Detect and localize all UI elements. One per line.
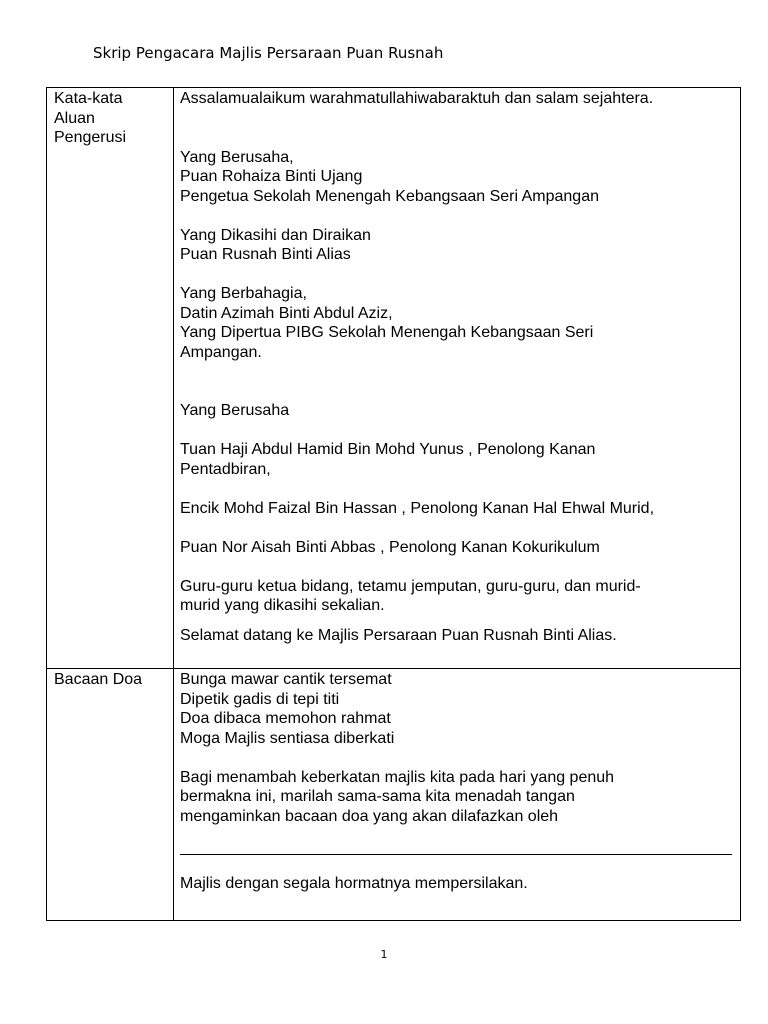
salutation-teachers: Guru-guru ketua bidang, tetamu jemputan, guru-guru, dan murid- murid yang dikasihi sekalian.: [180, 577, 641, 614]
row-label-cell: [47, 669, 174, 921]
row-label: Bacaan Doa: [54, 671, 143, 688]
salutation-pk-hem: Encik Mohd Faizal Bin Hassan , Penolong Kanan Hal Ehwal Murid,: [180, 499, 655, 517]
prayer-closing: Majlis dengan segala hormatnya mempersilakan.: [180, 875, 528, 892]
salutation-header: Yang Berusaha: [180, 402, 290, 419]
row-content-cell: [174, 88, 741, 669]
pantun-verse: Bunga mawar cantik tersemat Dipetik gadis di tepi titi Doa dibaca memohon rahmat Moga Majlis sentiasa diberkati: [180, 671, 395, 747]
script-table: [46, 87, 741, 921]
salutation-greeting: Assalamualaikum warahmatullahiwabaraktuh dan salam sejahtera.: [180, 90, 654, 107]
salutation-pibg: Yang Berbahagia, Datin Azimah Binti Abdul Aziz, Yang Dipertua PIBG Sekolah Menengah Kebangsaan Seri Ampangan.: [180, 285, 594, 361]
page-number: 1: [380, 948, 388, 961]
row-label: Kata-kata Aluan Pengerusi: [54, 90, 127, 146]
welcome-line: Selamat datang ke Majlis Persaraan Puan Rusnah Binti Alias.: [180, 626, 617, 644]
table-row-opening-speech: [47, 88, 741, 669]
table-row-prayer: [47, 669, 741, 921]
salutation-pk-admin: Tuan Haji Abdul Hamid Bin Mohd Yunus , Penolong Kanan Pentadbiran,: [180, 441, 596, 478]
document-title: Skrip Pengacara Majlis Persaraan Puan Rusnah: [93, 44, 444, 62]
row-label-cell: [47, 88, 174, 669]
prayer-invitation: Bagi menambah keberkatan majlis kita pada hari yang penuh bermakna ini, marilah sama-sama kita menadah tangan mengaminkan bacaan doa yang akan dilafazkan oleh: [180, 768, 615, 825]
salutation-retiree: Yang Dikasihi dan Diraikan Puan Rusnah Binti Alias: [180, 226, 371, 263]
salutation-pk-koko: Puan Nor Aisah Binti Abbas , Penolong Kanan Kokurikulum: [180, 538, 600, 556]
row-content-cell: [174, 669, 741, 921]
salutation-principal: Yang Berusaha, Puan Rohaiza Binti Ujang Pengetua Sekolah Menengah Kebangsaan Seri Ampangan: [180, 148, 599, 205]
